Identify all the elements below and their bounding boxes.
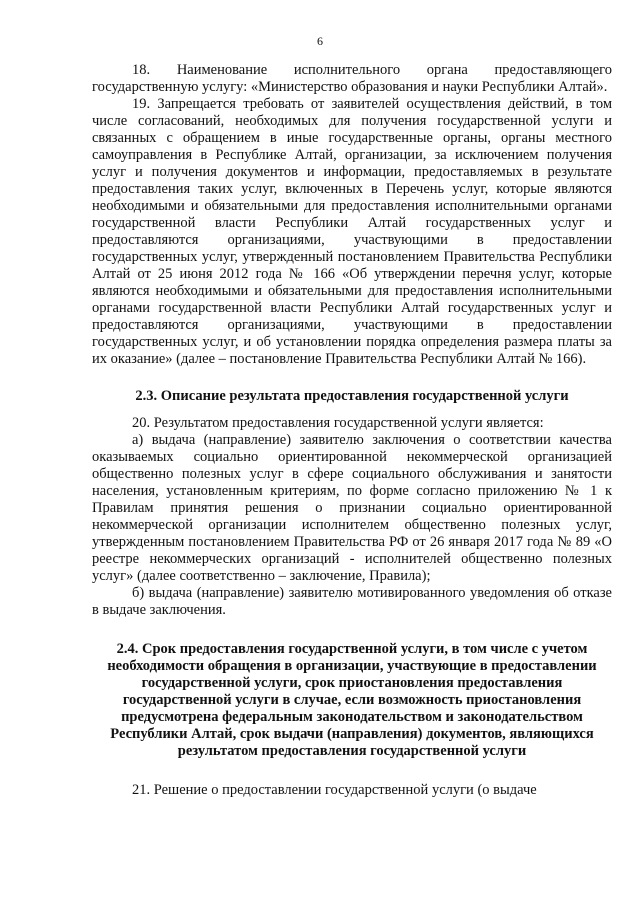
paragraph-21: 21. Решение о предоставлении государственной услуги (о выдаче <box>132 782 537 798</box>
paragraph-20a: а) выдача (направление) заявителю заключения о соответствии качества оказываемых социально ориентированной некоммерческой организацией общественно полезных услуг в сфере социального обслуживания и занятости населения, установленным критериям, по форме согласно приложению № 1 к Правилам принятия решения о признании социально ориентированной некоммерческой организации исполнителем общественно полезных услуг, утвержденным постановлением Правительства РФ от 26 января 2017 года № 89 «О реестре некоммерческих организаций - исполнителей общественно полезных услуг» (далее соответственно – заключение, Правила); <box>92 432 612 584</box>
page-content <box>92 62 612 799</box>
section-heading-2-3: 2.3. Описание результата предоставления государственной услуги <box>135 388 569 404</box>
paragraph-19: 19. Запрещается требовать от заявителей осуществления действий, в том числе согласований, необходимых для получения государственной услуги и связанных с обращением в иные государственные органы, органы местного самоуправления в Республике Алтай, организации, за исключением получения услуг и получения документов и информации, предоставляемых в результате предоставления таких услуг, включенных в Перечень услуг, которые являются необходимыми и обязательными для предоставления исполнительными органами государственной власти Республики Алтай государственных услуг и предоставляются организациями, участвующими в предоставлении государственных услуг, утвержденный постановлением Правительства Республики Алтай от 25 июня 2012 года № 166 «Об утверждении перечня услуг, которые являются необходимыми и обязательными для предоставления исполнительными органами государственной власти Республики Алтай государственных услуг и предоставляются организациями, участвующими в предоставлении государственных услуг, и об установлении порядка определения размера платы за их оказание» (далее – постановление Правительства Республики Алтай № 166). <box>92 96 612 367</box>
section-heading-2-4: 2.4. Срок предоставления государственной услуги, в том числе с учетом необходимости обращения в организации, участвующие в предоставлении государственной услуги, срок приостановления предоставления государственной услуги в случае, если возможность приостановления предусмотрена федеральным законодательством и законодательством Республики Алтай, срок выдачи (направления) документов, являющихся результатом предоставления государственной услуги <box>107 641 597 759</box>
page-number: 6 <box>317 34 323 48</box>
paragraph-18: 18. Наименование исполнительного органа предоставляющего государственную услугу: «Министерство образования и науки Республики Алтай». <box>92 62 612 95</box>
paragraph-20b: б) выдача (направление) заявителю мотивированного уведомления об отказе в выдаче заключения. <box>92 585 612 618</box>
paragraph-20: 20. Результатом предоставления государственной услуги является: <box>132 415 544 431</box>
